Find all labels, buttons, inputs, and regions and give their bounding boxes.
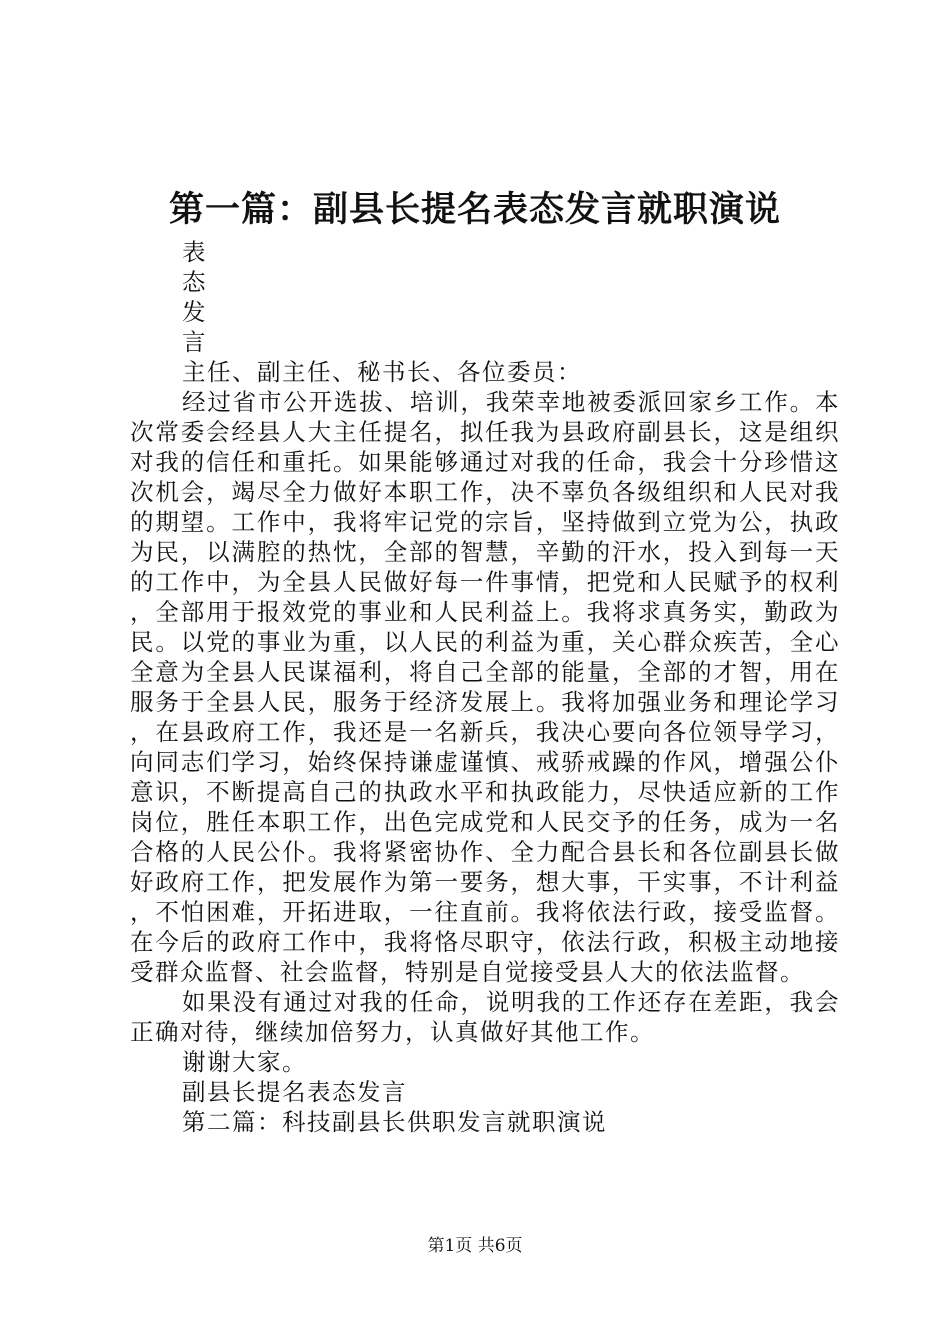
document-body <box>130 237 840 1137</box>
salutation: 主任、副主任、秘书长、各位委员： <box>182 358 582 386</box>
paragraph-conditional: 如果没有通过对我的任命，说明我的工作还存在差距，我会正确对待，继续加倍努力，认真做好其他工作。 <box>130 988 840 1046</box>
paragraph-main: 经过省市公开选拔、培训，我荣幸地被委派回家乡工作。本次常委会经县人大主任提名，拟任我为县政府副县长，这是组织对我的信任和重托。如果能够通过对我的任命，我会十分珍惜这次机会，竭尽全力做好本职工作，决不辜负各级组织和人民对我的期望。工作中，我将牢记党的宗旨，坚持做到立党为公，执政为民，以满腔的热忱，全部的智慧，辛勤的汗水，投入到每一天的工作中，为全县人民做好每一件事情，把党和人民赋予的权利，全部用于报效党的事业和人民利益上。我将求真务实，勤政为民。以党的事业为重，以人民的利益为重，关心群众疾苦，全心全意为全县人民谋福利，将自己全部的能量，全部的才智，用在服务于全县人民，服务于经济发展上。我将加强业务和理论学习，在县政府工作，我还是一名新兵，我决心要向各位领导学习，向同志们学习，始终保持谦虚谨慎、戒骄戒躁的作风，增强公仆意识，不断提高自己的执政水平和执政能力，尽快适应新的工作岗位，胜任本职工作，出色完成党和人民交予的任务，成为一名合格的人民公仆。我将紧密协作、全力配合县长和各位副县长做好政府工作，把发展作为第一要务，想大事，干实事，不计利益，不怕困难，开拓进取，一往直前。我将依法行政，接受监督。在今后的政府工作中，我将恪尽职守，依法行政，积极主动地接受群众监督、社会监督，特别是自觉接受县人大的依法监督。 <box>130 388 840 986</box>
vertical-heading-char: 发 <box>182 298 207 326</box>
subtitle-line: 副县长提名表态发言 <box>182 1078 407 1106</box>
vertical-heading-char: 表 <box>182 238 207 266</box>
vertical-heading-char: 言 <box>182 328 207 356</box>
next-chapter-heading: 第二篇：科技副县长供职发言就职演说 <box>182 1108 607 1136</box>
page-footer: 第1页 共6页 <box>427 1236 523 1256</box>
thanks-line: 谢谢大家。 <box>182 1048 307 1076</box>
document-title: 第一篇：副县长提名表态发言就职演说 <box>168 189 781 230</box>
vertical-heading-char: 态 <box>182 268 207 296</box>
